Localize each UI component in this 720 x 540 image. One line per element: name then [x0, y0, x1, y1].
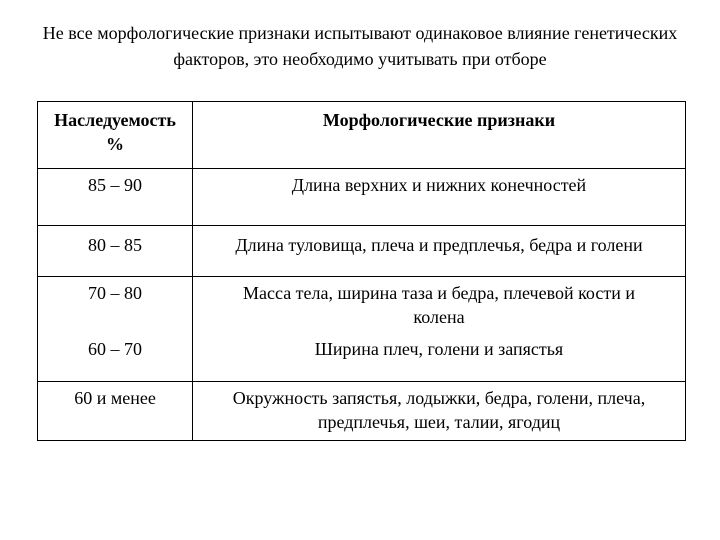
table-header-row — [38, 102, 686, 169]
traits-cell — [193, 277, 686, 334]
header-heritability-unit: % — [106, 134, 124, 154]
heritability-cell: 80 – 85 — [38, 226, 193, 277]
heritability-cell: 60 – 70 — [38, 333, 193, 382]
heritability-cell: 70 – 80 — [38, 277, 193, 334]
table-row — [38, 277, 686, 334]
header-heritability — [38, 102, 193, 169]
traits-line: Окружность запястья, лодыжки, бедра, голени, плеча, — [232, 388, 646, 408]
table-row — [38, 333, 686, 382]
table-row — [38, 382, 686, 441]
table-row — [38, 226, 686, 277]
traits-cell: Ширина плеч, голени и запястья — [193, 333, 686, 382]
heritability-cell: 85 – 90 — [38, 169, 193, 226]
header-heritability-label: Наследуемость — [54, 110, 176, 130]
heading-line-1: Не все морфологические признаки испытывают одинаковое влияние генетических — [42, 23, 678, 43]
traits-cell: Длина верхних и нижних конечностей — [193, 169, 686, 226]
traits-cell: Длина туловища, плеча и предплечья, бедра и голени — [193, 226, 686, 277]
heading-line-2: факторов, это необходимо учитывать при отборе — [173, 49, 547, 69]
heritability-cell: 60 и менее — [38, 382, 193, 441]
page-heading — [0, 20, 720, 72]
traits-line: предплечья, шеи, талии, ягодиц — [317, 412, 561, 432]
header-traits: Морфологические признаки — [193, 102, 686, 169]
traits-line: колена — [413, 307, 465, 327]
heritability-table — [37, 101, 686, 441]
traits-cell — [193, 382, 686, 441]
traits-line: Масса тела, ширина таза и бедра, плечевой кости и — [243, 283, 635, 303]
table-row — [38, 169, 686, 226]
